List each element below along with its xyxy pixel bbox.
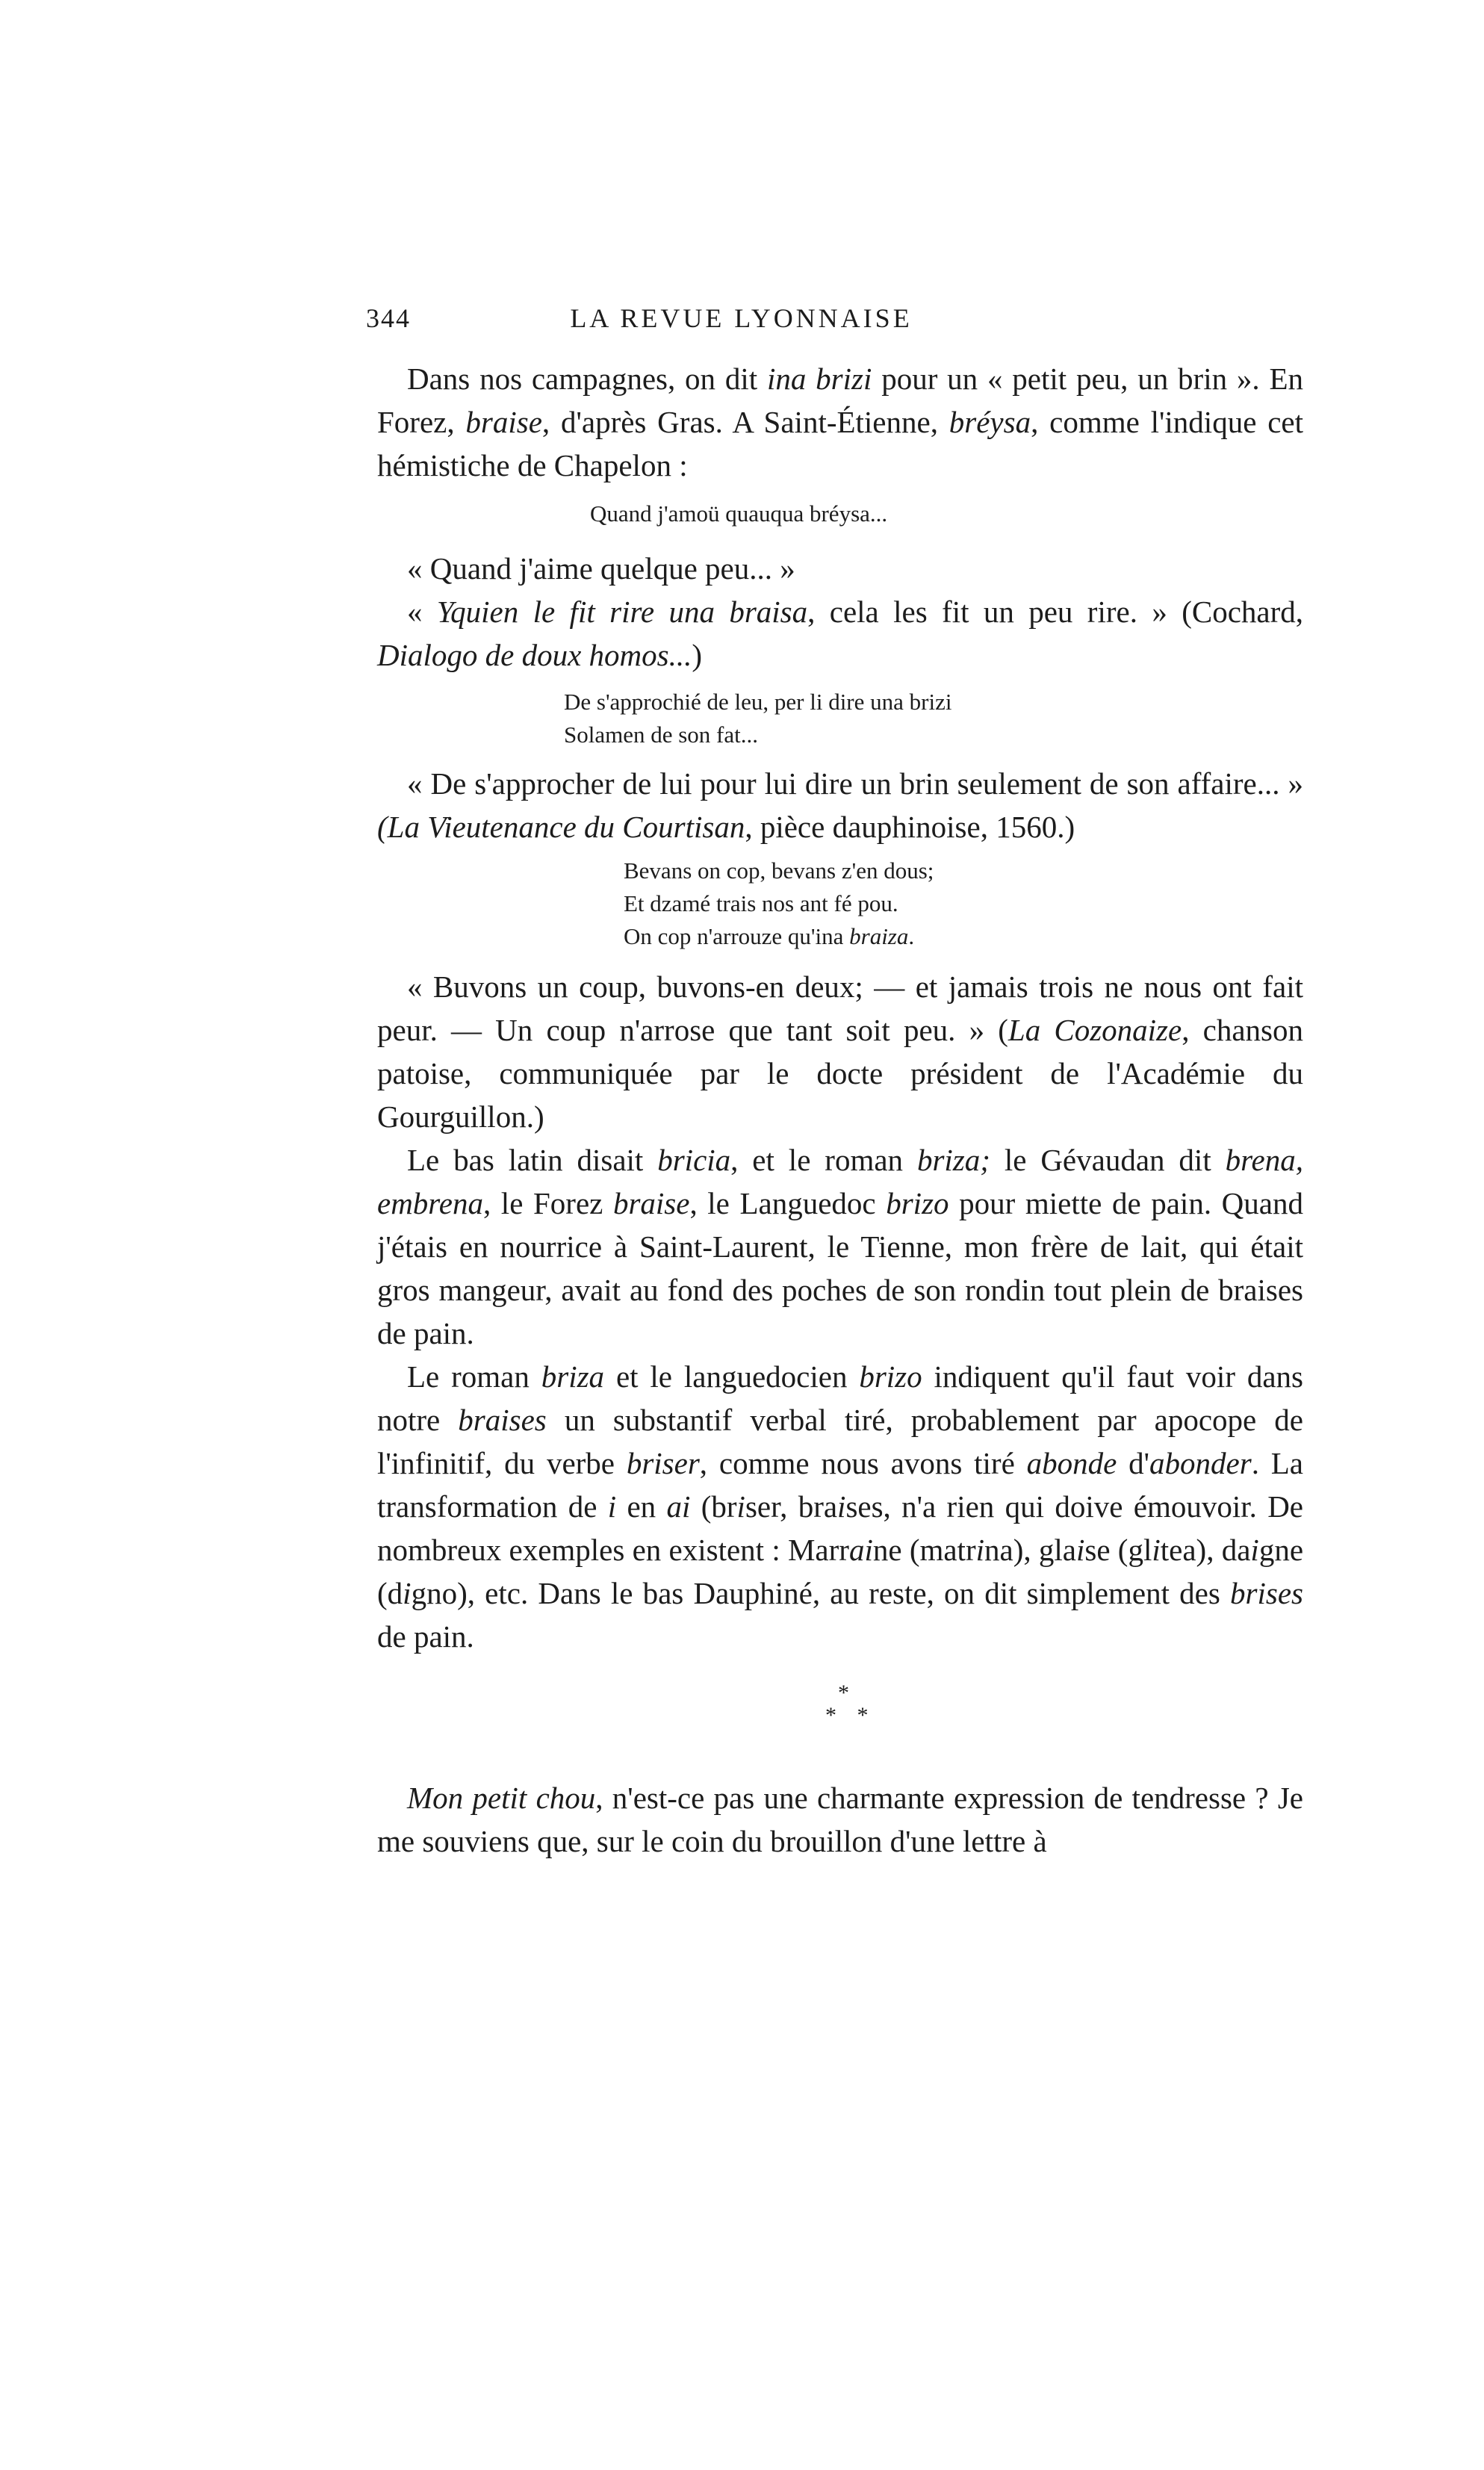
verse-line: Bevans on cop, bevans z'en dous; <box>624 857 934 884</box>
italic-word: i <box>403 1576 412 1610</box>
asterism-separator <box>377 1672 1303 1739</box>
asterism-star: * <box>838 1681 849 1705</box>
italic-word: i <box>1250 1533 1259 1567</box>
verse-line: Et dzamé trais nos ant fé pou. <box>624 890 898 916</box>
text-run: , comme l'indique cet hémistiche de Chapelon : <box>377 405 1303 482</box>
italic-word: i <box>607 1489 617 1524</box>
text-run: Dans nos campagnes, on dit <box>407 361 767 396</box>
italic-word: i <box>1152 1533 1161 1567</box>
italic-word: bréysa <box>949 405 1031 439</box>
italic-word: i <box>837 1489 846 1524</box>
text-run: , n'est-ce pas une charmante expression de tendresse ? Je me souviens que, sur le coin du brouillon d'une lettre à <box>377 1781 1303 1858</box>
text-run: ses, n'a rien qui doive émouvoir. De nombreux exemples en existent : Marr <box>377 1489 1303 1567</box>
paragraph <box>377 1776 1303 1863</box>
paragraph <box>377 965 1303 1138</box>
italic-word: La Cozonaize <box>1008 1013 1182 1047</box>
asterism-stars: * * <box>825 1703 876 1728</box>
text-run: , le Languedoc <box>689 1186 887 1220</box>
text-run: , comme nous avons tiré <box>699 1446 1027 1480</box>
page-number: 344 <box>366 303 411 333</box>
text-run: , pièce dauphinoise, 1560.) <box>745 810 1075 844</box>
verse-line: De s'approchié de leu, per li dire una brizi <box>564 689 952 715</box>
text-run: en <box>616 1489 667 1524</box>
italic-word: brizo <box>859 1359 922 1394</box>
italic-word: briza <box>541 1359 605 1394</box>
page-header <box>366 302 1117 340</box>
verse-line: Solamen de son fat... <box>564 722 759 748</box>
paragraph <box>377 357 1303 487</box>
text-run: indiquent qu'il faut voir dans notre <box>377 1359 1304 1437</box>
italic-word: brizo <box>886 1186 949 1220</box>
verse-line: Quand j'amoü quauqua bréysa... <box>590 500 888 527</box>
text-run: pour un « petit peu, un brin ». En Forez, <box>377 361 1304 439</box>
paragraph <box>377 762 1303 848</box>
italic-word: ai <box>848 1533 873 1567</box>
text-run: Le roman <box>407 1359 541 1394</box>
italic-word: braiza <box>849 923 909 949</box>
body-text <box>377 357 1303 1863</box>
text-run: « Buvons un coup, buvons-en deux; — et jamais trois ne nous ont fait peur. — Un coup n'arrose que tant soit peu. » ( <box>377 969 1303 1047</box>
text-run: se (gl <box>1084 1533 1152 1567</box>
italic-word: briser <box>626 1446 700 1480</box>
text-run: le Gévaudan dit <box>990 1143 1226 1177</box>
text-run: On cop n'arrouze qu'ina <box>624 923 850 949</box>
text-run: tea), da <box>1160 1533 1251 1567</box>
italic-word: Mon petit chou <box>407 1781 596 1815</box>
italic-word: Yquien le fit rire una braisa <box>436 595 808 629</box>
text-run: gno), etc. Dans le bas Dauphiné, au reste, on dit simplement des <box>411 1576 1231 1610</box>
italic-word: i <box>975 1533 985 1567</box>
italic-word: ina brizi <box>766 361 872 396</box>
paragraph <box>377 1355 1303 1658</box>
verse-quote <box>590 497 1303 530</box>
running-title: LA REVUE LYONNAISE <box>570 303 913 333</box>
text-run: ser, bra <box>745 1489 838 1524</box>
text-run: . <box>908 923 915 949</box>
text-run: pour miette de pain. Quand j'étais en nourrice à Saint-Laurent, le Tienne, mon frère de lait, qui était gros mangeur, avait au fond des poches de son rondin tout plein de braises de pain. <box>377 1186 1303 1350</box>
text-run: « <box>407 595 437 629</box>
text-run: , d'après Gras. A Saint-Étienne, <box>541 405 949 439</box>
paragraph <box>377 1138 1303 1355</box>
italic-word: abonder <box>1149 1446 1252 1480</box>
italic-word: (La Vieutenance du Courtisan <box>377 810 745 844</box>
paragraph <box>377 590 1303 677</box>
italic-word: bricia <box>657 1143 731 1177</box>
text-run: Le bas latin disait <box>407 1143 658 1177</box>
italic-word: braise <box>465 405 542 439</box>
text-run: (br <box>690 1489 737 1524</box>
text-run: d' <box>1117 1446 1150 1480</box>
italic-word: briza; <box>916 1143 990 1177</box>
text-run: na), gla <box>984 1533 1076 1567</box>
italic-word: i <box>736 1489 745 1524</box>
text-run: , le Forez <box>482 1186 613 1220</box>
italic-word: i <box>1075 1533 1085 1567</box>
text-run: « Quand j'aime quelque peu... » <box>407 551 795 586</box>
text-run: et le languedocien <box>604 1359 860 1394</box>
text-run: , cela les fit un peu rire. » (Cochard, <box>807 595 1303 629</box>
italic-word: braise <box>612 1186 690 1220</box>
paragraph <box>377 547 1303 590</box>
text-run: , chanson patoise, communiquée par le docte président de l'Académie du Gourguillon.) <box>377 1013 1303 1134</box>
text-run: un substantif verbal tiré, probablement par apocope de l'infinitif, du verbe <box>377 1403 1303 1480</box>
text-run: , et le roman <box>730 1143 917 1177</box>
verse-quote <box>624 854 1303 953</box>
verse-line <box>624 920 1303 953</box>
text-run: . La transformation de <box>377 1446 1304 1524</box>
italic-word: Dialogo de doux homos... <box>377 638 692 672</box>
italic-word: brises <box>1230 1576 1303 1610</box>
text-run: ne (matr <box>872 1533 976 1567</box>
italic-word: brena, embrena <box>377 1143 1304 1220</box>
italic-word: braises <box>458 1403 547 1437</box>
text-run: ) <box>692 638 703 672</box>
italic-word: abonde <box>1026 1446 1117 1480</box>
italic-word: ai <box>666 1489 691 1524</box>
text-run: « De s'approcher de lui pour lui dire un brin seulement de son affaire... » <box>407 766 1303 801</box>
text-run: de pain. <box>377 1619 474 1654</box>
verse-quote <box>564 686 1303 751</box>
text-run: gne (d <box>377 1533 1304 1610</box>
